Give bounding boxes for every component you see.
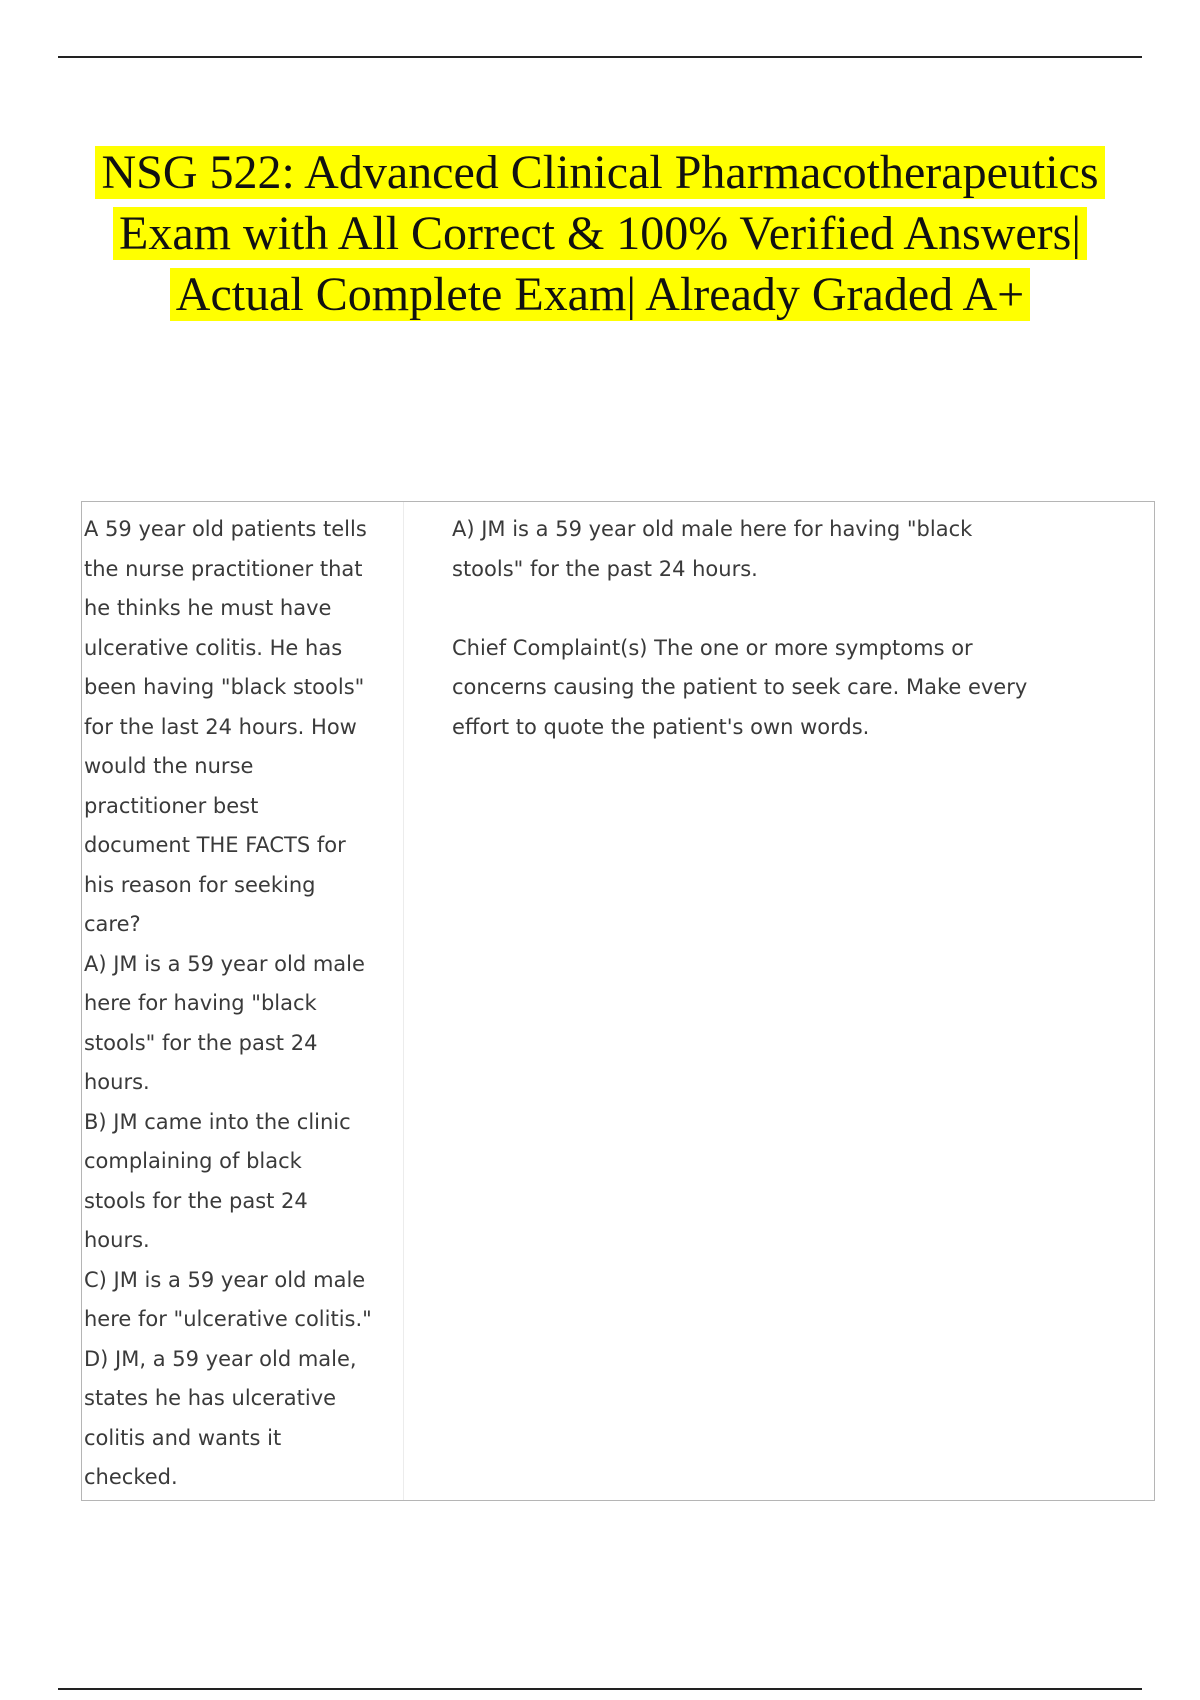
option-a-line: stools" for the past 24	[84, 1030, 318, 1055]
question-line: ulcerative colitis. He has	[84, 635, 343, 660]
question-line: he thinks he must have	[84, 596, 332, 620]
option-b-line: B) JM came into the clinic	[84, 1109, 351, 1134]
explanation-line: concerns causing the patient to seek care. Make every	[452, 675, 1028, 699]
option-c-line: here for "ulcerative colitis."	[84, 1307, 372, 1331]
option-a-line: A) JM is a 59 year old male	[84, 951, 365, 976]
question-line: been having "black stools"	[84, 675, 365, 699]
question-cell	[82, 502, 404, 1500]
question-answer-card	[81, 501, 1155, 1501]
question-line: practitioner best	[84, 793, 259, 818]
title-line-3: Actual Complete Exam| Already Graded A+	[170, 268, 1030, 321]
answer-cell	[404, 502, 1154, 1500]
document-title	[40, 142, 1160, 325]
question-line: A 59 year old patients tells	[84, 517, 367, 541]
top-divider-line	[58, 56, 1142, 58]
explanation-line: effort to quote the patient's own words.	[452, 714, 870, 739]
question-line: the nurse practitioner that	[84, 556, 363, 581]
question-line: for the last 24 hours. How	[84, 714, 357, 739]
paragraph-gap	[452, 589, 1154, 629]
option-d-line: states he has ulcerative	[84, 1386, 337, 1410]
question-line: care?	[84, 912, 141, 936]
title-line-1: NSG 522: Advanced Clinical Pharmacotherapeutics	[95, 146, 1104, 199]
answer-line: stools" for the past 24 hours.	[452, 556, 758, 581]
question-line: would the nurse	[84, 754, 254, 778]
option-a-line: hours.	[84, 1070, 150, 1094]
option-d-line: D) JM, a 59 year old male,	[84, 1346, 357, 1371]
title-line-2: Exam with All Correct & 100% Verified Answers|	[113, 207, 1087, 260]
question-line: his reason for seeking	[84, 872, 316, 897]
bottom-divider-line	[58, 1688, 1142, 1690]
option-b-line: complaining of black	[84, 1149, 302, 1173]
option-b-line: stools for the past 24	[84, 1188, 308, 1213]
explanation-line: Chief Complaint(s) The one or more symptoms or	[452, 635, 973, 660]
option-d-line: checked.	[84, 1465, 178, 1489]
option-b-line: hours.	[84, 1228, 150, 1252]
question-line: document THE FACTS for	[84, 833, 346, 857]
answer-line: A) JM is a 59 year old male here for having "black	[452, 517, 973, 541]
option-a-line: here for having "black	[84, 991, 317, 1015]
option-d-line: colitis and wants it	[84, 1425, 282, 1450]
option-c-line: C) JM is a 59 year old male	[84, 1267, 366, 1292]
